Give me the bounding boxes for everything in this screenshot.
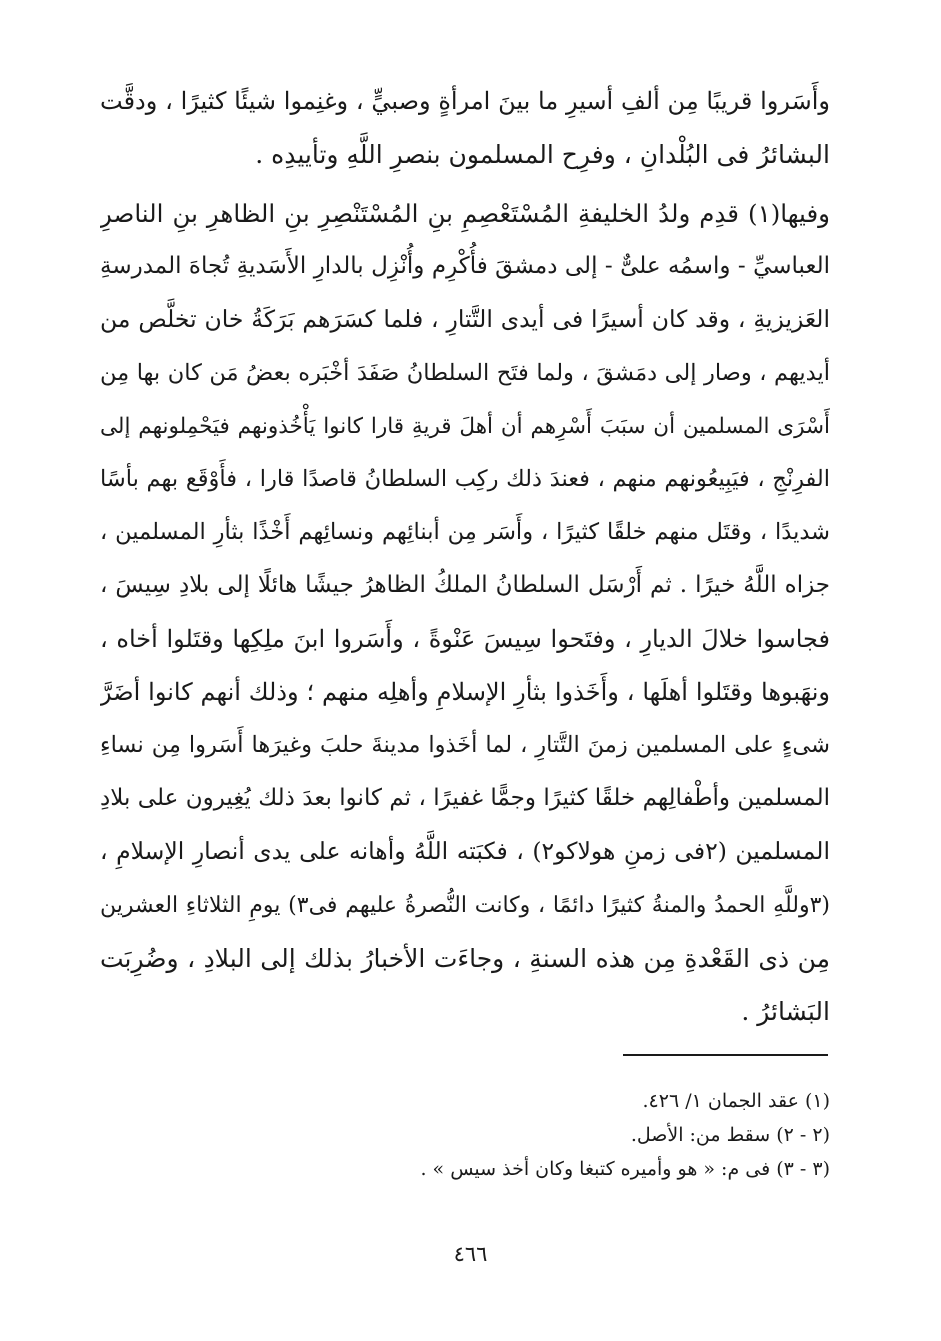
text-line: فجاسوا خلالَ الديارِ ، وفتَحوا سِيسَ عَنْوةً ، وأَسَروا ابنَ ملِكِها وقتَلوا أخاه ، <box>100 624 830 653</box>
footnote-separator <box>623 1054 828 1056</box>
page-number: ٤٦٦ <box>453 1242 488 1266</box>
text-line: أيديهم ، وصار إلى دمَشقَ ، ولما فتَح السلطانُ صَفَدَ أخْبَره بعضُ مَن كان بها مِن <box>100 359 830 386</box>
text-line: أَسْرَى المسلمين أن سبَبَ أَسْرِهم أن أهلَ قريةِ قارا كانوا يَأْخُذونهم فيَحْمِلونهم إلى <box>100 413 830 439</box>
text-line: وأَسَروا قريبًا مِن ألفِ أسيرِ ما بينَ امرأةٍ وصبيٍّ ، وغنِموا شيئًا كثيرًا ، ودقَّت <box>100 87 830 115</box>
text-line: (٣وللَّهِ الحمدُ والمنةُ كثيرًا دائمًا ، وكانت النُّصرةُ عليهم فى٣) يومِ الثلاثاءِ العشرين <box>100 892 830 918</box>
text-line: العباسيِّ - واسمُه علىٌّ - إلى دمشقَ فأُكْرِم وأُنْزِل بالدارِ الأَسَديةِ تُجاهَ المدرسةِ <box>100 253 830 280</box>
text-line: المسلمين (٢فى زمنِ هولاكو٢) ، فكبَته اللَّهُ وأهانه على يدى أنصارِ الإسلامِ ، <box>100 837 830 866</box>
text-line: وفيها(١) قدِم ولدُ الخليفةِ المُسْتَعْصِمِ بنِ المُسْتَنْصِرِ بنِ الظاهرِ بنِ الناصرِ <box>100 199 830 228</box>
paragraph-2 <box>100 187 830 1038</box>
footnote-1: (١) عقد الجمان ١/ ٤٢٦. <box>642 1090 830 1112</box>
text-line: شىءٍ على المسلمين زمنَ التَّتارِ ، لما أخَذوا مدينةَ حلبَ وغيرَها أَسَروا مِن نساءِ <box>100 732 830 759</box>
text-line: جزاه اللَّهُ خيرًا . ثم أَرْسَل السلطانُ الملكُ الظاهرُ جيشًا هائلًا إلى بلادِ سِيسَ ، <box>100 572 830 599</box>
footnote-2: (٢ - ٢) سقط من: الأصل. <box>630 1124 830 1146</box>
paragraph-1 <box>100 75 830 181</box>
text-line: مِن ذى القَعْدةِ مِن هذه السنةِ ، وجاءَت الأخبارُ بذلك إلى البلادِ ، وضُرِبَت <box>100 943 830 973</box>
text-line: الفرِنْجِ ، فيَبِيعُونهم منهم ، فعندَ ذلك ركِب السلطانُ قاصدًا قارا ، فأَوْقَع بهم بأسًا <box>100 466 830 493</box>
text-line: البشائرُ فى البُلْدانِ ، وفرِح المسلمون بنصرِ اللَّهِ وتأييدِه . <box>255 140 830 170</box>
text-line: ونهَبوها وقتَلوا أهلَها ، وأَخَذوا بثأرِ الإسلامِ وأهلِه منهم ؛ وذلك أنهم كانوا أضَرَّ <box>100 677 830 706</box>
text-line: العَزيزيةِ ، وقد كان أسيرًا فى أيدى التَّتارِ ، فلما كسَرَهم بَرَكَةُ خان تخلَّص من <box>100 305 830 334</box>
text-line: المسلمين وأطْفالِهم خلقًا كثيرًا وجمًّا غفيرًا ، ثم كانوا بعدَ ذلك يُغِيرون على بلادِ <box>100 785 830 812</box>
text-line: البَشائرُ . <box>741 997 830 1027</box>
text-line: شديدًا ، وقتَل منهم خلقًا كثيرًا ، وأَسَر مِن أبنائِهم ونسائِهم أَخْذًا بثأرِ المسلمين ، <box>100 519 830 546</box>
footnote-3: (٣ - ٣) فى م: « هو وأميره كتبغا وكان أخذ سيس » . <box>420 1158 830 1180</box>
footnotes-list <box>300 1084 830 1186</box>
